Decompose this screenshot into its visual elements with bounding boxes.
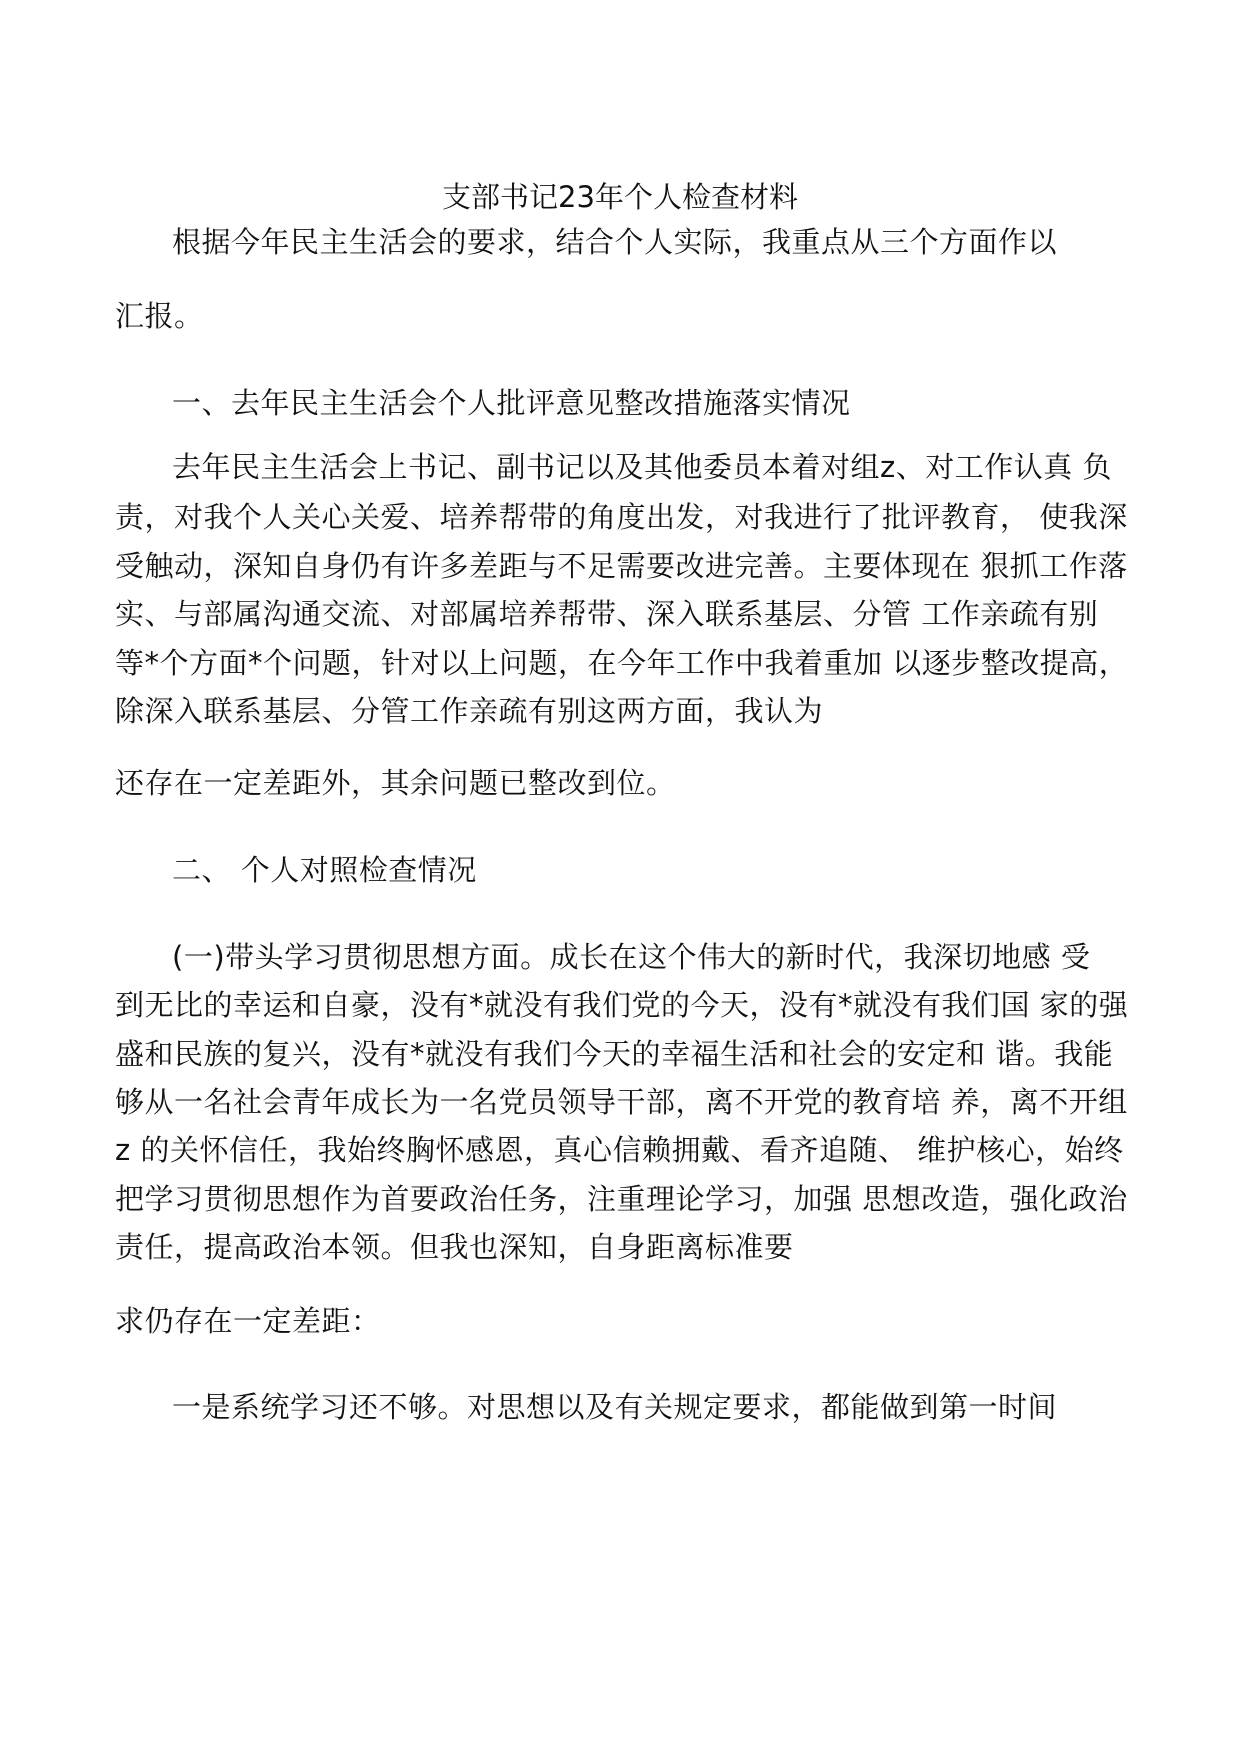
section-2-line-8: 求仍存在一定差距：: [115, 1304, 381, 1338]
section-1-line-3: 受触动，深知自身仍有许多差距与不足需要改进完善。主要体现在 狠抓工作落: [115, 549, 1128, 583]
document-title: 支部书记23年个人检查材料: [442, 180, 798, 214]
section-1-line-1: 去年民主生活会上书记、副书记以及其他委员本着对组z、对工作认真 负: [172, 450, 1112, 484]
section-2-line-2: 到无比的幸运和自豪，没有*就没有我们党的今天，没有*就没有我们国 家的强: [115, 988, 1129, 1022]
intro-line-1: 根据今年民主生活会的要求，结合个人实际，我重点从三个方面作以: [172, 225, 1058, 259]
section-1-heading: 一、去年民主生活会个人批评意见整改措施落实情况: [172, 386, 851, 420]
section-1-line-2: 责，对我个人关心关爱、培养帮带的角度出发，对我进行了批评教育， 使我深: [115, 500, 1128, 534]
section-1-line-5: 等*个方面*个问题，针对以上问题，在今年工作中我着重加 以逐步整改提高，: [115, 646, 1129, 680]
section-2-line-9: 一是系统学习还不够。对思想以及有关规定要求，都能做到第一时间: [172, 1390, 1058, 1424]
intro-line-2: 汇报。: [115, 299, 204, 333]
section-2-line-4: 够从一名社会青年成长为一名党员领导干部，离不开党的教育培 养，离不开组: [115, 1085, 1128, 1119]
section-1-line-4: 实、与部属沟通交流、对部属培养帮带、深入联系基层、分管 工作亲疏有别: [115, 597, 1099, 631]
section-2-line-7: 责任，提高政治本领。但我也深知，自身距离标准要: [115, 1230, 794, 1264]
section-2-line-3: 盛和民族的复兴，没有*就没有我们今天的幸福生活和社会的安定和 谐。我能: [115, 1037, 1114, 1071]
section-1-line-6: 除深入联系基层、分管工作亲疏有别这两方面，我认为: [115, 694, 824, 728]
section-1-line-7: 还存在一定差距外，其余问题已整改到位。: [115, 766, 676, 800]
section-2-line-1: (一)带头学习贯彻思想方面。成长在这个伟大的新时代，我深切地感 受: [172, 940, 1091, 974]
section-2-line-6: 把学习贯彻思想作为首要政治任务，注重理论学习，加强 思想改造，强化政治: [115, 1182, 1128, 1216]
section-2-line-5: z 的关怀信任，我始终胸怀感恩，真心信赖拥戴、看齐追随、 维护核心，始终: [115, 1133, 1124, 1167]
section-2-heading: 二、 个人对照检查情况: [172, 853, 477, 887]
